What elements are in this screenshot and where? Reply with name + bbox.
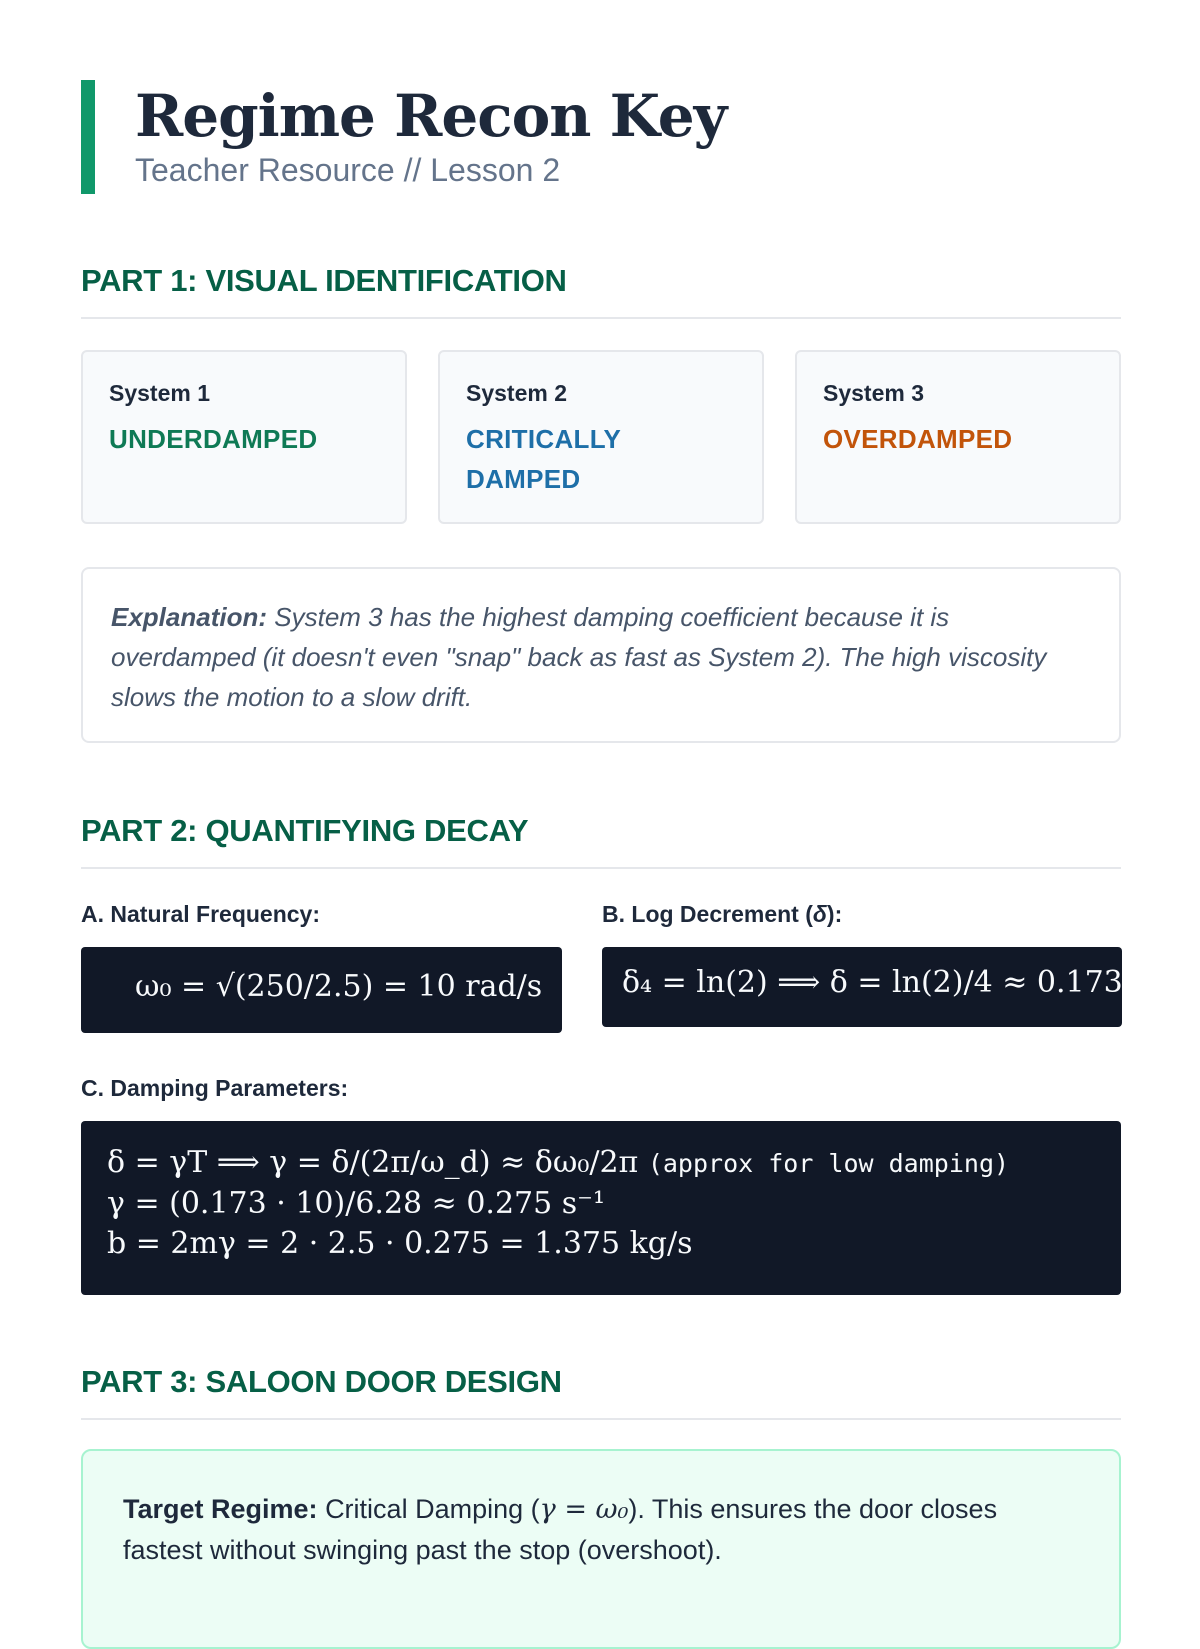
page-subtitle: Teacher Resource // Lesson 2 [135, 152, 561, 188]
part3-title: PART 3: SALOON DOOR DESIGN [81, 1364, 1121, 1420]
target-label: Target Regime: [123, 1494, 318, 1524]
formula-line-1 [107, 1143, 1121, 1184]
formula-math: δ = γT ⟹ γ = δ/(2π/ω_d) ≈ δω₀/2π [107, 1145, 639, 1180]
natural-frequency-formula [81, 947, 562, 1033]
system-card-3 [795, 350, 1121, 524]
label-text: B. Log Decrement ( [602, 901, 813, 927]
damping-parameters-label: C. Damping Parameters: [81, 1075, 349, 1101]
system-cards [81, 350, 1121, 526]
part1-title: PART 1: VISUAL IDENTIFICATION [81, 263, 1121, 319]
target-math: γ = ω₀ [539, 1494, 629, 1525]
target-text: ). This ensures the door closes fastest without swinging past the stop (overshoot). [123, 1494, 998, 1565]
system-label: System 2 [466, 380, 568, 406]
explanation-label: Explanation: [111, 602, 268, 632]
part2-title: PART 2: QUANTIFYING DECAY [81, 813, 1121, 869]
target-regime-box [81, 1449, 1121, 1649]
target-text: Critical Damping ( [325, 1494, 540, 1524]
label-text: ): [826, 901, 843, 927]
page-title: Regime Recon Key [135, 82, 727, 150]
formula-line: ω₀ = √(250/2.5) = 10 rad/s [135, 969, 543, 1004]
log-decrement-formula [602, 947, 1122, 1027]
system-regime [466, 419, 736, 499]
regime-line-1: CRITICALLY [466, 424, 622, 454]
page-header [81, 80, 726, 194]
system-regime [109, 419, 379, 459]
system-card-2 [438, 350, 764, 524]
formula-line-2: γ = (0.173 · 10)/6.28 ≈ 0.275 s⁻¹ [107, 1186, 606, 1221]
system-card-1 [81, 350, 407, 524]
explanation-text: System 3 has the highest damping coefficient because it is overdamped (it doesn't even "snap" back as fast as System 2). The high viscosity slows the motion to a slow drift. [111, 602, 1047, 712]
regime-line-2: DAMPED [466, 464, 581, 494]
delta-symbol: δ [812, 901, 827, 927]
formula-line-3: b = 2mγ = 2 · 2.5 · 0.275 = 1.375 kg/s [107, 1226, 693, 1261]
log-decrement-label [602, 901, 842, 928]
damping-parameters-formula [81, 1121, 1121, 1295]
regime-line-1: UNDERDAMPED [109, 424, 318, 454]
system-label: System 1 [109, 380, 211, 406]
natural-frequency-label: A. Natural Frequency: [81, 901, 320, 927]
formula-line: δ₄ = ln(2) ⟹ δ = ln(2)/4 ≈ 0.173 [622, 965, 1123, 1000]
regime-line-1: OVERDAMPED [823, 424, 1013, 454]
formula-note: (approx for low damping) [647, 1149, 1010, 1178]
system-regime [823, 419, 1093, 459]
system-label: System 3 [823, 380, 925, 406]
explanation-box [81, 567, 1121, 743]
